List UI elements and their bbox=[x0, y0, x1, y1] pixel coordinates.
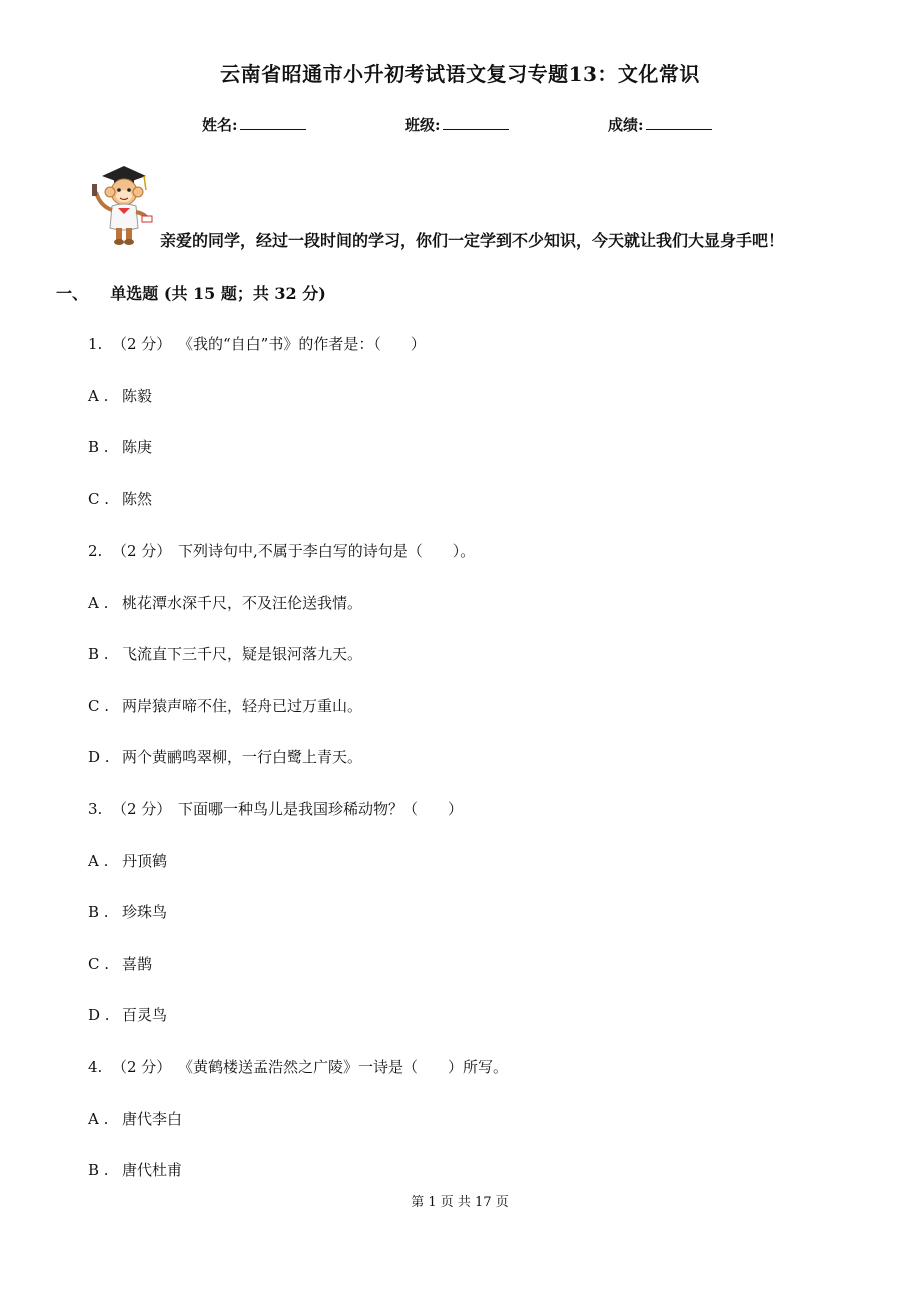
option-letter: D . bbox=[88, 748, 110, 766]
option-text: 喜鹊 bbox=[122, 955, 153, 973]
question-3 bbox=[88, 798, 463, 819]
page-footer: 第 1 页 共 17 页 bbox=[411, 1195, 509, 1210]
q2-option-b bbox=[88, 643, 362, 664]
q2-option-a bbox=[88, 592, 362, 613]
class-label: 班级: bbox=[405, 116, 441, 134]
page-title: 云南省昭通市小升初考试语文复习专题13：文化常识 bbox=[220, 62, 700, 86]
section-number: 一、 bbox=[56, 284, 89, 303]
option-letter: A . bbox=[88, 387, 109, 405]
q3-option-a bbox=[88, 850, 167, 871]
name-label: 姓名: bbox=[202, 116, 238, 134]
q1-option-c bbox=[88, 488, 152, 509]
question-number: 1. bbox=[88, 335, 103, 353]
option-letter: C . bbox=[88, 490, 110, 508]
student-mascot-icon bbox=[88, 162, 154, 246]
option-text: 两岸猿声啼不住，轻舟已过万重山。 bbox=[122, 697, 363, 715]
question-text: 下列诗句中,不属于李白写的诗句是（ ）。 bbox=[178, 542, 476, 560]
option-letter: A . bbox=[88, 852, 109, 870]
option-text: 唐代杜甫 bbox=[122, 1161, 183, 1179]
score-label: 成绩: bbox=[608, 116, 644, 134]
q3-option-d bbox=[88, 1004, 167, 1025]
option-text: 两个黄鹂鸣翠柳，一行白鹭上青天。 bbox=[122, 748, 363, 766]
question-score: （2 分） bbox=[112, 1058, 172, 1076]
option-text: 丹顶鹤 bbox=[122, 852, 168, 870]
option-letter: C . bbox=[88, 955, 110, 973]
option-text: 百灵鸟 bbox=[122, 1006, 168, 1024]
question-text: 《黄鹤楼送孟浩然之广陵》一诗是（ ）所写。 bbox=[178, 1058, 509, 1076]
question-text: 下面哪一种鸟儿是我国珍稀动物？（ ） bbox=[178, 800, 464, 818]
question-1 bbox=[88, 333, 426, 354]
option-letter: A . bbox=[88, 1110, 109, 1128]
q4-option-b bbox=[88, 1159, 182, 1180]
section-heading bbox=[56, 281, 326, 304]
question-score: （2 分） bbox=[112, 542, 172, 560]
option-letter: D . bbox=[88, 1006, 110, 1024]
q1-option-b bbox=[88, 436, 152, 457]
question-score: （2 分） bbox=[112, 335, 172, 353]
option-text: 桃花潭水深千尺，不及汪伦送我情。 bbox=[122, 594, 363, 612]
option-text: 陈然 bbox=[122, 490, 153, 508]
class-blank bbox=[443, 115, 509, 130]
option-letter: A . bbox=[88, 594, 109, 612]
option-text: 珍珠鸟 bbox=[122, 903, 168, 921]
option-text: 陈庚 bbox=[122, 438, 153, 456]
greeting-text: 亲爱的同学，经过一段时间的学习，你们一定学到不少知识，今天就让我们大显身手吧！ bbox=[160, 231, 785, 250]
option-letter: B . bbox=[88, 903, 109, 921]
name-blank bbox=[240, 115, 306, 130]
question-text: 《我的“自白”书》的作者是：（ ） bbox=[178, 335, 426, 353]
q2-option-d bbox=[88, 746, 362, 767]
option-letter: B . bbox=[88, 438, 109, 456]
q3-option-b bbox=[88, 901, 167, 922]
option-letter: B . bbox=[88, 645, 109, 663]
score-field bbox=[608, 114, 712, 135]
question-number: 4. bbox=[88, 1058, 103, 1076]
q4-option-a bbox=[88, 1108, 182, 1129]
class-field bbox=[405, 114, 509, 135]
option-letter: C . bbox=[88, 697, 110, 715]
question-number: 2. bbox=[88, 542, 103, 560]
question-score: （2 分） bbox=[112, 800, 172, 818]
question-2 bbox=[88, 540, 475, 561]
option-text: 陈毅 bbox=[122, 387, 153, 405]
section-title: 单选题 (共 15 题；共 32 分) bbox=[110, 284, 326, 303]
option-text: 唐代李白 bbox=[122, 1110, 183, 1128]
question-number: 3. bbox=[88, 800, 103, 818]
option-letter: B . bbox=[88, 1161, 109, 1179]
option-text: 飞流直下三千尺，疑是银河落九天。 bbox=[122, 645, 363, 663]
question-4 bbox=[88, 1056, 508, 1077]
name-field bbox=[202, 114, 306, 135]
score-blank bbox=[646, 115, 712, 130]
q3-option-c bbox=[88, 953, 152, 974]
q2-option-c bbox=[88, 695, 362, 716]
q1-option-a bbox=[88, 385, 152, 406]
